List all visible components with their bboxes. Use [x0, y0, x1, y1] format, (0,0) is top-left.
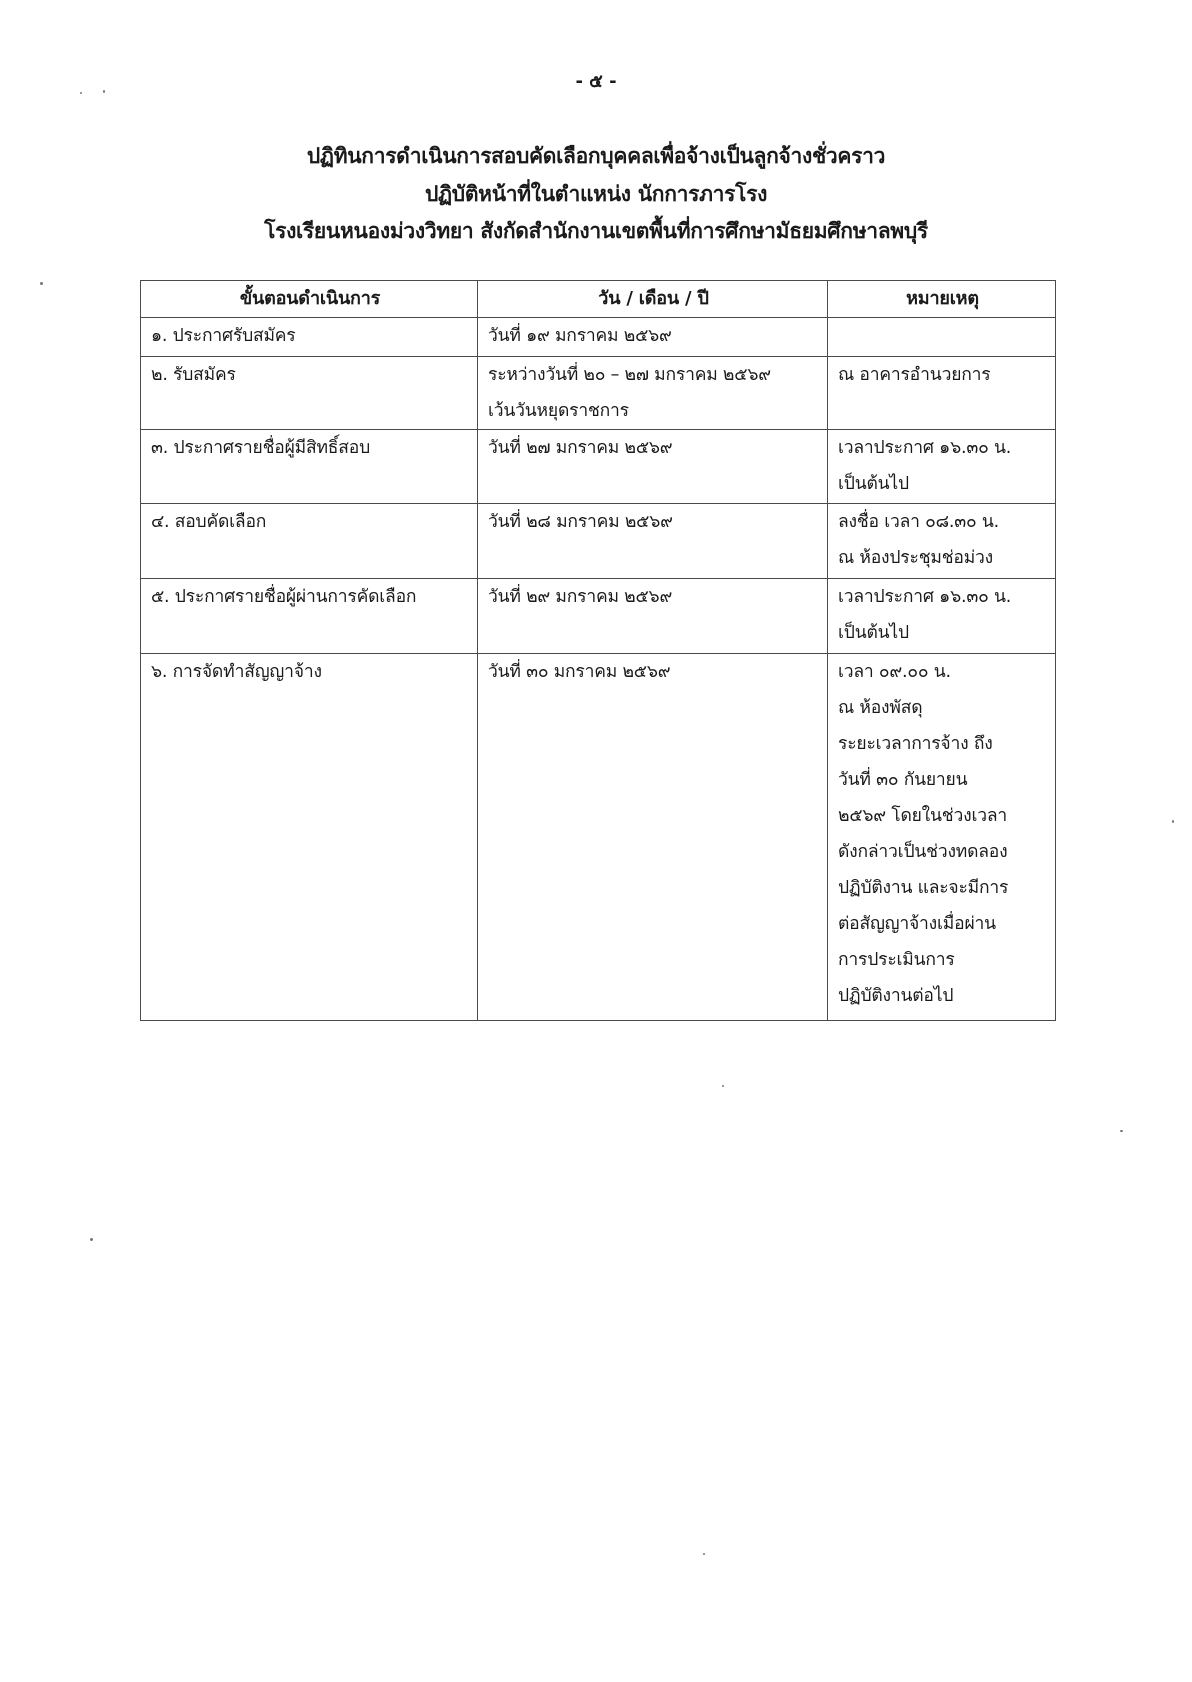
header-remark: หมายเหตุ [828, 281, 1056, 318]
remark-cell [828, 357, 1056, 430]
remark-cell [828, 504, 1056, 579]
date-line: วันที่ ๓๐ มกราคม ๒๕๖๙ [488, 662, 671, 682]
remark-line: ๒๕๖๙ โดยในช่วงเวลา [838, 806, 1008, 826]
remark-line: เวลาประกาศ ๑๖.๓๐ น. [838, 587, 1012, 607]
date-cell [478, 357, 828, 430]
step-cell: ๑. ประกาศรับสมัคร [141, 318, 478, 357]
table-row [141, 579, 1056, 654]
date-line: ระหว่างวันที่ ๒๐ – ๒๗ มกราคม ๒๕๖๙ [488, 365, 771, 385]
remark-line: เป็นต้นไป [838, 474, 909, 494]
page-number: - ๕ - [575, 71, 617, 92]
remark-line: ระยะเวลาการจ้าง ถึง [838, 734, 993, 754]
step-cell: ๓. ประกาศรายชื่อผู้มีสิทธิ์สอบ [141, 430, 478, 504]
scan-speck [703, 1553, 705, 1555]
scan-speck [1172, 820, 1174, 823]
date-cell [478, 430, 828, 504]
step-cell: ๖. การจัดทำสัญญาจ้าง [141, 654, 478, 1021]
scan-speck [103, 90, 105, 93]
remark-line: ณ ห้องพัสดุ [838, 698, 923, 718]
header-step: ขั้นตอนดำเนินการ [141, 281, 478, 318]
date-line: วันที่ ๒๙ มกราคม ๒๕๖๙ [488, 587, 673, 607]
remark-line: ดังกล่าวเป็นช่วงทดลอง [838, 842, 1008, 862]
date-cell [478, 318, 828, 357]
remark-line: เวลา ๐๙.๐๐ น. [838, 662, 951, 682]
table-row [141, 357, 1056, 430]
remark-line: การประเมินการ [838, 950, 955, 970]
table-row [141, 430, 1056, 504]
step-cell: ๕. ประกาศรายชื่อผู้ผ่านการคัดเลือก [141, 579, 478, 654]
scan-speck [90, 1238, 93, 1241]
table-header-row [141, 281, 1056, 318]
remark-line: เป็นต้นไป [838, 623, 909, 643]
title-line-2: ปฏิบัติหน้าที่ในตำแหน่ง นักการภารโรง [424, 181, 768, 206]
remark-cell [828, 318, 1056, 357]
remark-line: ลงชื่อ เวลา ๐๘.๓๐ น. [838, 512, 1000, 532]
step-cell: ๒. รับสมัคร [141, 357, 478, 430]
date-line: วันที่ ๒๗ มกราคม ๒๕๖๙ [488, 438, 673, 458]
remark-line: เวลาประกาศ ๑๖.๓๐ น. [838, 438, 1012, 458]
remark-line: ปฏิบัติงาน และจะมีการ [838, 878, 1009, 898]
date-line: วันที่ ๑๙ มกราคม ๒๕๖๙ [488, 326, 672, 346]
table-row [141, 504, 1056, 579]
scan-speck [722, 1085, 724, 1087]
remark-line: ณ ห้องประชุมช่อม่วง [838, 548, 994, 568]
date-cell [478, 504, 828, 579]
title-line-3: โรงเรียนหนองม่วงวิทยา สังกัดสำนักงานเขตพื้นที่การศึกษามัธยมศึกษาลพบุรี [264, 219, 928, 243]
step-cell: ๔. สอบคัดเลือก [141, 504, 478, 579]
remark-line: ปฏิบัติงานต่อไป [838, 986, 954, 1006]
scan-speck [1120, 1130, 1123, 1132]
remark-line: วันที่ ๓๐ กันยายน [838, 770, 968, 790]
remark-line: ณ อาคารอำนวยการ [838, 365, 991, 385]
date-line: เว้นวันหยุดราชการ [488, 401, 629, 421]
title-line-1: ปฏิทินการดำเนินการสอบคัดเลือกบุคคลเพื่อจ้างเป็นลูกจ้างชั่วคราว [306, 144, 886, 168]
scan-speck [40, 282, 43, 285]
remark-cell [828, 430, 1056, 504]
date-line: วันที่ ๒๘ มกราคม ๒๕๖๙ [488, 512, 673, 532]
document-title [0, 138, 1192, 251]
date-cell [478, 579, 828, 654]
header-date: วัน / เดือน / ปี [478, 281, 828, 318]
scan-speck [80, 92, 82, 94]
remark-cell [828, 654, 1056, 1021]
table-row [141, 654, 1056, 1021]
schedule-table [140, 280, 1056, 1021]
remark-cell [828, 579, 1056, 654]
remark-line: ต่อสัญญาจ้างเมื่อผ่าน [838, 914, 996, 934]
date-cell [478, 654, 828, 1021]
table-row [141, 318, 1056, 357]
